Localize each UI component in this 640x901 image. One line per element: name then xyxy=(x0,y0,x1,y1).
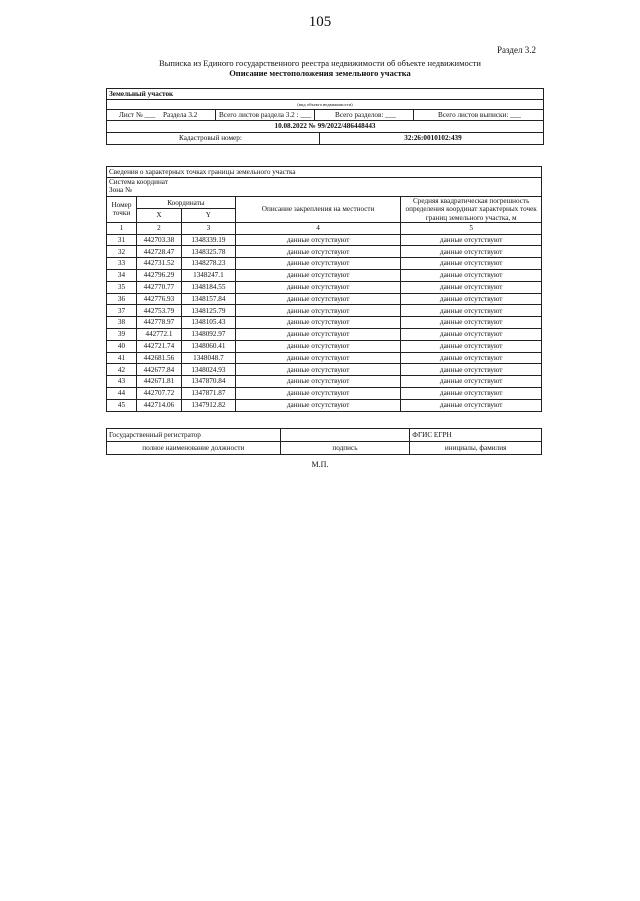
section-part: Раздела 3.2 xyxy=(163,111,198,119)
coord-y: 1348339.19 xyxy=(181,234,235,246)
description: данные отсутствуют xyxy=(235,234,400,246)
table-row xyxy=(107,388,542,400)
coord-x: 442714.06 xyxy=(136,399,181,411)
coord-x: 442770.77 xyxy=(136,281,181,293)
initials-caption: инициалы, фамилия xyxy=(410,442,542,455)
coord-x: 442778.97 xyxy=(136,317,181,329)
coord-x: 442677.84 xyxy=(136,364,181,376)
point-number: 38 xyxy=(107,317,137,329)
coord-x: 442796.29 xyxy=(136,270,181,282)
column-number: 4 xyxy=(235,222,400,234)
coord-y: 1348105.43 xyxy=(181,317,235,329)
coord-y: 1348125.79 xyxy=(181,305,235,317)
error: данные отсутствуют xyxy=(401,317,542,329)
point-number: 31 xyxy=(107,234,137,246)
registrar-name: ФГИС ЕГРН xyxy=(410,429,542,442)
description: данные отсутствуют xyxy=(235,399,400,411)
zone-label: Зона № xyxy=(109,186,132,195)
total-sheets-section: Всего листов раздела 3.2 : ___ xyxy=(215,110,314,120)
col-y: Y xyxy=(181,209,235,222)
table-body xyxy=(107,234,542,411)
error: данные отсутствуют xyxy=(401,293,542,305)
point-number: 40 xyxy=(107,340,137,352)
header-block xyxy=(106,88,544,145)
total-sheets-extract: Всего листов выписки: ___ xyxy=(413,110,542,120)
cadastral-row xyxy=(107,133,543,144)
coord-x: 442776.93 xyxy=(136,293,181,305)
document-title: Выписка из Единого государственного реестра недвижимости об объекте недвижимости xyxy=(159,58,481,68)
boundary-points-table xyxy=(106,166,542,412)
object-type-caption: (вид объекта недвижимости) xyxy=(297,102,353,107)
error: данные отсутствуют xyxy=(401,340,542,352)
table-caption: Сведения о характерных точках границы земельного участка xyxy=(107,167,542,178)
coord-y: 1348247.1 xyxy=(181,270,235,282)
signature-row xyxy=(107,429,542,442)
coord-x: 442753.79 xyxy=(136,305,181,317)
description: данные отсутствуют xyxy=(235,270,400,282)
table-row xyxy=(107,352,542,364)
error: данные отсутствуют xyxy=(401,352,542,364)
table-row xyxy=(107,340,542,352)
column-number: 3 xyxy=(181,222,235,234)
coord-x: 442707.72 xyxy=(136,388,181,400)
error: данные отсутствуют xyxy=(401,399,542,411)
total-sections: Всего разделов: ___ xyxy=(314,110,413,120)
error: данные отсутствуют xyxy=(401,329,542,341)
coordinate-system-label: Система координат xyxy=(109,178,168,186)
coord-x: 442721.74 xyxy=(136,340,181,352)
coord-x: 442671.81 xyxy=(136,376,181,388)
sheet-number: Лист № ___ xyxy=(119,111,156,119)
stamp-place: М.П. xyxy=(311,460,329,469)
error: данные отсутствуют xyxy=(401,246,542,258)
point-number: 32 xyxy=(107,246,137,258)
description: данные отсутствуют xyxy=(235,340,400,352)
coord-y: 1348024.93 xyxy=(181,364,235,376)
coord-x: 442772.1 xyxy=(136,329,181,341)
table-row xyxy=(107,234,542,246)
sheets-row xyxy=(107,110,543,121)
coord-y: 1348278.23 xyxy=(181,258,235,270)
coord-x: 442728.47 xyxy=(136,246,181,258)
coord-y: 1347870.84 xyxy=(181,376,235,388)
object-type-caption-row xyxy=(107,100,543,110)
table-row xyxy=(107,270,542,282)
description: данные отсутствуют xyxy=(235,281,400,293)
signature-table xyxy=(106,428,542,455)
error: данные отсутствуют xyxy=(401,258,542,270)
system-row xyxy=(107,178,542,197)
object-type-row xyxy=(107,89,543,100)
col-coordinates: Координаты xyxy=(136,197,235,209)
coord-y: 1348157.84 xyxy=(181,293,235,305)
col-x: X xyxy=(136,209,181,222)
description: данные отсутствуют xyxy=(235,329,400,341)
table-row xyxy=(107,281,542,293)
col-point-number: Номер точки xyxy=(107,197,137,223)
description: данные отсутствуют xyxy=(235,364,400,376)
table-row xyxy=(107,399,542,411)
error: данные отсутствуют xyxy=(401,234,542,246)
table-row xyxy=(107,293,542,305)
object-type: Земельный участок xyxy=(109,90,174,98)
error: данные отсутствуют xyxy=(401,376,542,388)
table-row xyxy=(107,317,542,329)
column-number: 1 xyxy=(107,222,137,234)
table-row xyxy=(107,364,542,376)
table-row xyxy=(107,258,542,270)
document-subtitle: Описание местоположения земельного участка xyxy=(229,68,411,78)
position-caption: полное наименование должности xyxy=(107,442,281,455)
date-and-number: 10.08.2022 № 99/2022/486448443 xyxy=(274,122,376,130)
coord-y: 1348325.78 xyxy=(181,246,235,258)
point-number: 44 xyxy=(107,388,137,400)
table-row xyxy=(107,246,542,258)
description: данные отсутствуют xyxy=(235,317,400,329)
column-number: 2 xyxy=(136,222,181,234)
error: данные отсутствуют xyxy=(401,305,542,317)
coord-x: 442703.38 xyxy=(136,234,181,246)
table-caption-row xyxy=(107,167,542,178)
description: данные отсутствуют xyxy=(235,305,400,317)
header-row-1 xyxy=(107,197,542,209)
coord-x: 442731.52 xyxy=(136,258,181,270)
column-numbers-row xyxy=(107,222,542,234)
error: данные отсутствуют xyxy=(401,364,542,376)
col-error: Средняя квадратическая погрешность определения координат характерных точек границ земельного участка, м xyxy=(401,197,542,223)
description: данные отсутствуют xyxy=(235,246,400,258)
point-number: 35 xyxy=(107,281,137,293)
date-number-row xyxy=(107,121,543,133)
description: данные отсутствуют xyxy=(235,352,400,364)
cadastral-number: 32:26:0010102:439 xyxy=(319,133,543,144)
col-description: Описание закрепления на местности xyxy=(235,197,400,223)
registrar-position: Государственный регистратор xyxy=(107,429,281,442)
error: данные отсутствуют xyxy=(401,281,542,293)
table-row xyxy=(107,329,542,341)
cadastral-label: Кадастровый номер: xyxy=(179,134,242,142)
table-row xyxy=(107,305,542,317)
signature-caption-row xyxy=(107,442,542,455)
point-number: 45 xyxy=(107,399,137,411)
point-number: 36 xyxy=(107,293,137,305)
description: данные отсутствуют xyxy=(235,258,400,270)
coord-y: 1348092.97 xyxy=(181,329,235,341)
column-number: 5 xyxy=(401,222,542,234)
signature-field xyxy=(280,429,410,442)
coord-y: 1348184.55 xyxy=(181,281,235,293)
description: данные отсутствуют xyxy=(235,376,400,388)
signature-caption: подпись xyxy=(280,442,410,455)
description: данные отсутствуют xyxy=(235,388,400,400)
error: данные отсутствуют xyxy=(401,388,542,400)
section-label: Раздел 3.2 xyxy=(497,45,536,55)
page-number: 105 xyxy=(308,14,332,30)
coord-y: 1347912.82 xyxy=(181,399,235,411)
coordinate-system-cell xyxy=(107,178,542,197)
error: данные отсутствуют xyxy=(401,270,542,282)
point-number: 39 xyxy=(107,329,137,341)
point-number: 33 xyxy=(107,258,137,270)
point-number: 43 xyxy=(107,376,137,388)
coord-y: 1348060.41 xyxy=(181,340,235,352)
point-number: 42 xyxy=(107,364,137,376)
coord-x: 442681.56 xyxy=(136,352,181,364)
table-row xyxy=(107,376,542,388)
coord-y: 1348048.7 xyxy=(181,352,235,364)
description: данные отсутствуют xyxy=(235,293,400,305)
point-number: 37 xyxy=(107,305,137,317)
coord-y: 1347871.87 xyxy=(181,388,235,400)
point-number: 34 xyxy=(107,270,137,282)
point-number: 41 xyxy=(107,352,137,364)
